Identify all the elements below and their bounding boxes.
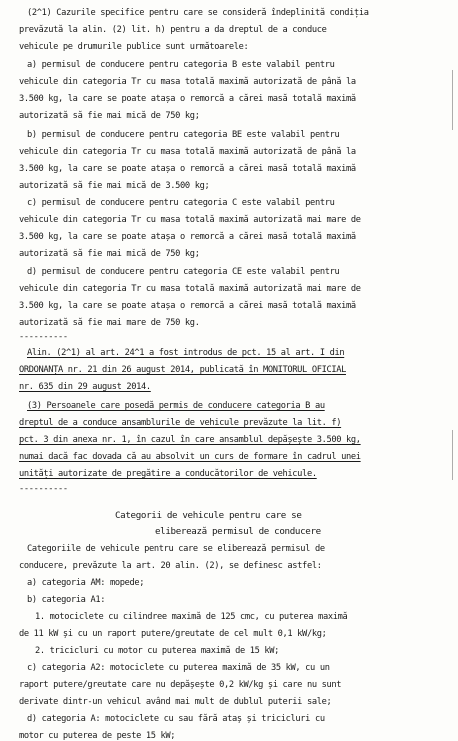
text-line: autorizată să fie mai mică de 3.500 kg; <box>19 181 210 191</box>
text-line: vehicule din categoria Tr cu masa totală maximă autorizată de până la <box>19 77 356 87</box>
amendment-note-line: Alin. (2^1) al art. 24^1 a fost introdus de pct. 15 al art. I din <box>27 348 345 358</box>
text-line: 3.500 kg, la care se poate atașa o remorcă a cărei masă totală maximă <box>19 164 356 174</box>
text-line: (3) Persoanele care posedă permis de conducere categoria B au <box>27 401 325 411</box>
text-line: pct. 3 din anexa nr. 1, în cazul în care ansamblul depășește 3.500 kg, <box>19 435 361 445</box>
scan-edge-mark <box>452 70 453 130</box>
category-item: motor cu puterea de peste 15 kW; <box>19 731 176 741</box>
text-line: numai dacă fac dovada că au absolvit un curs de formare în cadrul unei <box>19 452 361 462</box>
scan-edge-mark <box>452 430 453 480</box>
category-item: raport putere/greutate care nu depășește 0,2 kW/kg și care nu sunt <box>19 680 342 690</box>
text-line: conducere, prevăzute la art. 20 alin. (2), se definesc astfel: <box>19 561 322 571</box>
text-line: vehicule din categoria Tr cu masa totală maximă autorizată mai mare de <box>19 215 361 225</box>
category-item: de 11 kW și cu un raport putere/greutate de cel mult 0,1 kW/kg; <box>19 629 327 639</box>
text-line: vehicule din categoria Tr cu masa totală maximă autorizată mai mare de <box>19 284 361 294</box>
category-item: d) categoria A: motociclete cu sau fără ataș și tricicluri cu <box>27 714 325 724</box>
text-line: d) permisul de conducere pentru categoria CE este valabil pentru <box>27 267 340 277</box>
amendment-note-line: nr. 635 din 29 august 2014. <box>19 382 151 392</box>
category-item: c) categoria A2: motociclete cu puterea maximă de 35 kW, cu un <box>27 663 330 673</box>
text-line: unități autorizate de pregătire a conducătorilor de vehicule. <box>19 469 317 479</box>
text-line: vehicule din categoria Tr cu masa totală maximă autorizată de până la <box>19 147 356 157</box>
category-item: a) categoria AM: mopede; <box>27 578 145 588</box>
text-line: 3.500 kg, la care se poate atașa o remorcă a cărei masă totală maximă <box>19 94 356 104</box>
amendment-note-line: ORDONANȚA nr. 21 din 26 august 2014, publicată în MONITORUL OFICIAL <box>19 365 346 375</box>
text-line: 3.500 kg, la care se poate atașa o remorcă a cărei masă totală maximă <box>19 232 356 242</box>
category-item: derivate dintr-un vehicul având mai mult de dublul puterii sale; <box>19 697 332 707</box>
text-line: autorizată să fie mai mică de 750 kg; <box>19 249 200 259</box>
category-item: 1. motociclete cu cilindree maximă de 125 cmc, cu puterea maximă <box>35 612 348 622</box>
text-line: (2^1) Cazurile specifice pentru care se consideră îndeplinită condiția <box>27 8 369 18</box>
text-line: prevăzută la alin. (2) lit. h) pentru a da dreptul de a conduce <box>19 25 327 35</box>
text-line: vehicule pe drumurile publice sunt următoarele: <box>19 42 249 52</box>
text-line: b) permisul de conducere pentru categoria BE este valabil pentru <box>27 130 340 140</box>
section-title: eliberează permisul de conducere <box>155 526 321 537</box>
text-line: a) permisul de conducere pentru categoria B este valabil pentru <box>27 60 335 70</box>
separator: ---------- <box>19 332 68 342</box>
section-title: Categorii de vehicule pentru care se <box>115 510 302 521</box>
text-line: Categoriile de vehicule pentru care se eliberează permisul de <box>27 544 325 554</box>
text-line: c) permisul de conducere pentru categoria C este valabil pentru <box>27 198 335 208</box>
category-item: b) categoria A1: <box>27 595 106 605</box>
text-line: autorizată să fie mai mică de 750 kg; <box>19 111 200 121</box>
separator: ---------- <box>19 484 68 494</box>
category-item: 2. tricicluri cu motor cu puterea maximă de 15 kW; <box>35 646 280 656</box>
text-line: dreptul de a conduce ansamblurile de vehicule prevăzute la lit. f) <box>19 418 342 428</box>
text-line: 3.500 kg, la care se poate atașa o remorcă a cărei masă totală maximă <box>19 301 356 311</box>
text-line: autorizată să fie mai mare de 750 kg. <box>19 318 200 328</box>
